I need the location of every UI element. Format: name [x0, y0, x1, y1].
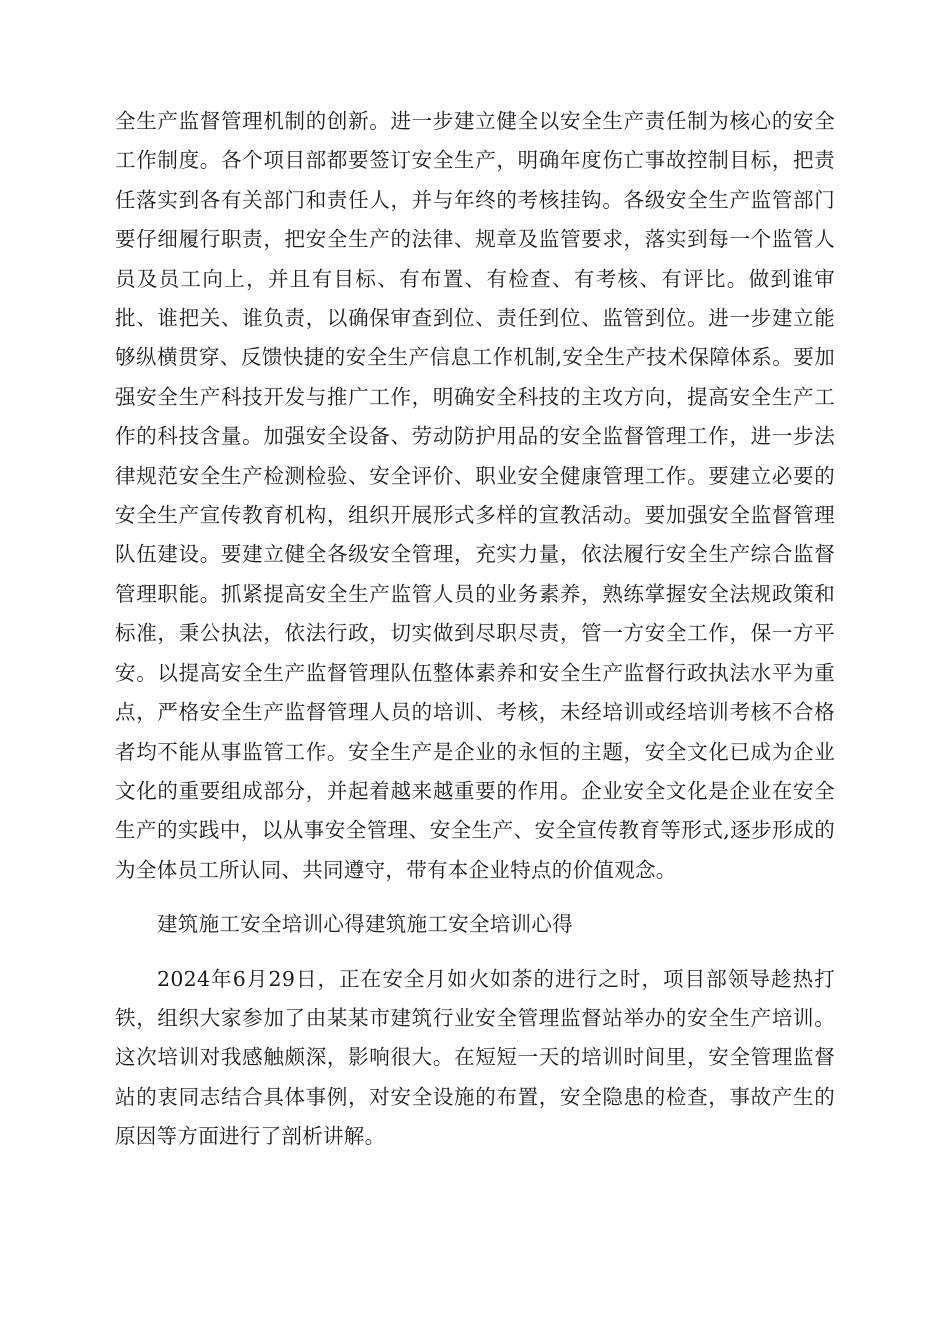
document-page [115, 102, 835, 1157]
body-paragraph-2: 2024年6月29日，正在安全月如火如荼的进行之时，项目部领导趁热打铁，组织大家参加了由某某市建筑行业安全管理监督站举办的安全生产培训。这次培训对我感触颇深，影响很大。在短短一天的培训时间里，安全管理监督站的衷同志结合具体事例，对安全设施的布置，安全隐患的检查，事故产生的原因等方面进行了剖析讲解。 [115, 966, 835, 1149]
body-paragraph-1: 全生产监督管理机制的创新。进一步建立健全以安全生产责任制为核心的安全工作制度。各个项目部都要签订安全生产，明确年度伤亡事故控制目标，把责任落实到各有关部门和责任人，并与年终的考核挂钩。各级安全生产监管部门要仔细履行职责，把安全生产的法律、规章及监管要求，落实到每一个监管人员及员工向上，并且有目标、有布置、有检查、有考核、有评比。做到谁审批、谁把关、谁负责，以确保审查到位、责任到位、监管到位。进一步建立能够纵横贯穿、反馈快捷的安全生产信息工作机制,安全生产技术保障体系。要加强安全生产科技开发与推广工作，明确安全科技的主攻方向，提高安全生产工作的科技含量。加强安全设备、劳动防护用品的安全监督管理工作，进一步法律规范安全生产检测检验、安全评价、职业安全健康管理工作。要建立必要的安全生产宣传教育机构，组织开展形式多样的宣教活动。要加强安全监督管理队伍建设。要建立健全各级安全管理，充实力量，依法履行安全生产综合监督管理职能。抓紧提高安全生产监管人员的业务素养，熟练掌握安全法规政策和标准，秉公执法，依法行政，切实做到尽职尽责，管一方安全工作，保一方平安。以提高安全生产监督管理队伍整体素养和安全生产监督行政执法水平为重点，严格安全生产监督管理人员的培训、考核，未经培训或经培训考核不合格者均不能从事监管工作。安全生产是企业的永恒的主题，安全文化已成为企业文化的重要组成部分，并起着越来越重要的作用。企业安全文化是企业在安全生产的实践中，以从事安全管理、安全生产、安全宣传教育等形式,逐步形成的为全体员工所认同、共同遵守，带有本企业特点的价值观念。 [115, 109, 835, 882]
section-heading: 建筑施工安全培训心得建筑施工安全培训心得 [157, 912, 573, 937]
